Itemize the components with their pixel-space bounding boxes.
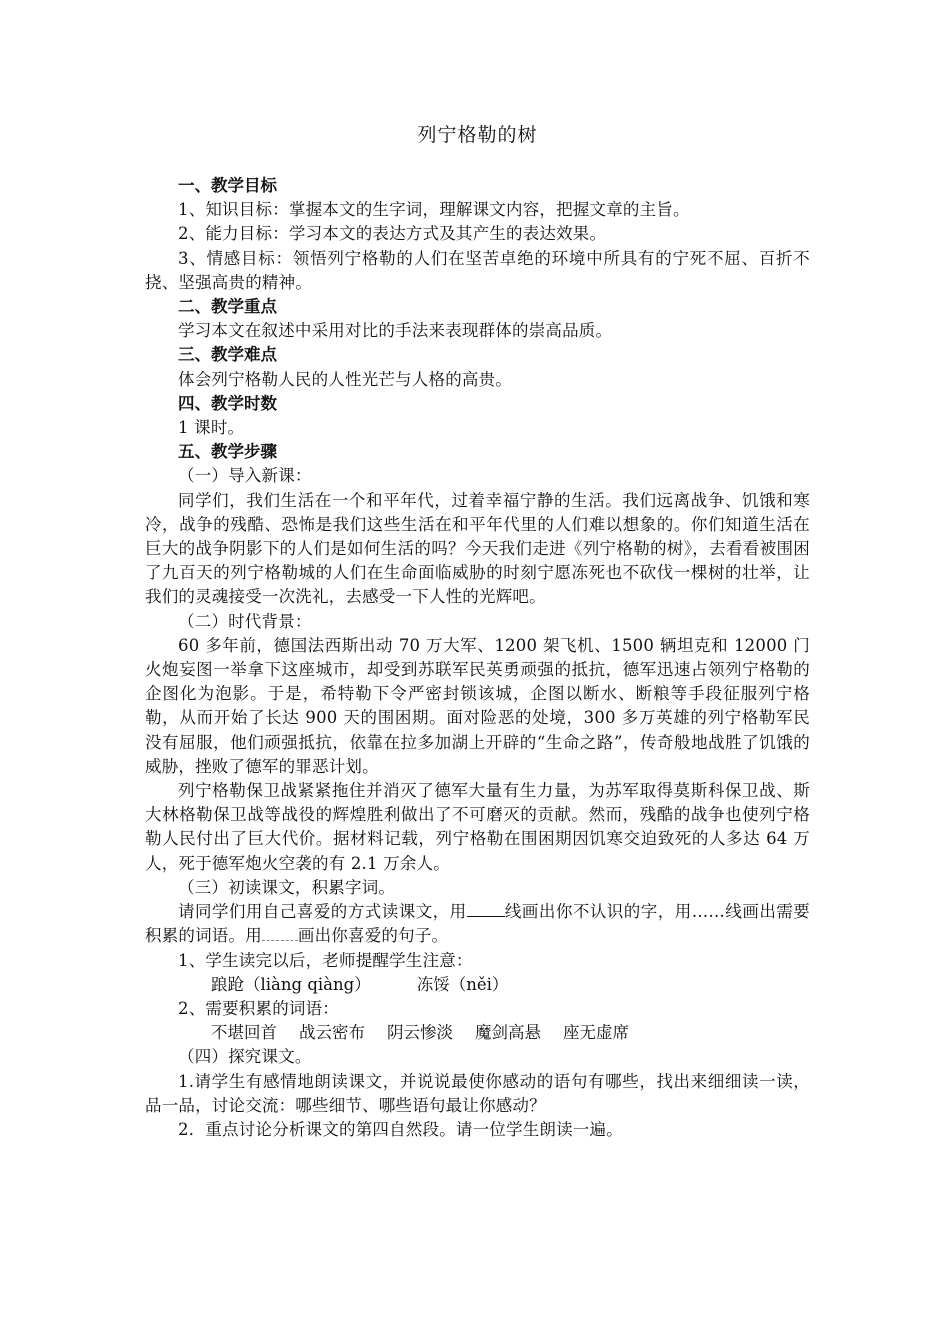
vocab-item: 魔剑高悬 — [475, 1023, 541, 1043]
pronunciation-word-2: 冻馁（něi） — [416, 974, 509, 994]
vocab-item: 战云密布 — [299, 1023, 365, 1043]
section-heading-steps: 五、教学步骤 — [178, 442, 277, 462]
step3-instr-c: 画出你喜爱的句子。 — [297, 926, 449, 946]
wavy-underline-blank — [262, 926, 298, 941]
step2-label: （二）时代背景： — [178, 611, 312, 631]
objective-knowledge: 1、知识目标：掌握本文的生字词，理解课文内容，把握文章的主旨。 — [178, 200, 690, 220]
section-heading-difficulties: 三、教学难点 — [178, 345, 277, 365]
difficulties-text: 体会列宁格勒人民的人性光芒与人格的高贵。 — [178, 369, 512, 389]
step3-instructions — [145, 900, 810, 948]
document-body — [145, 174, 810, 1142]
step2-para2: 列宁格勒保卫战紧紧拖住并消灭了德军大量有生力量，为苏军取得莫斯科保卫战、斯大林格勒保卫战等战役的辉煌胜利做出了不可磨灭的贡献。然而，残酷的战争也使列宁格勒人民付出了巨大代价。据材料记载，列宁格勒在围困期因饥寒交迫致死的人多达 64 万人，死于德军炮火空袭的有 2.1 万余人。 — [145, 781, 810, 873]
underline-blank — [467, 902, 505, 917]
hours-text: 1 课时。 — [178, 418, 245, 438]
step3-note1: 1、学生读完以后，老师提醒学生注意： — [178, 950, 473, 970]
section-heading-objectives: 一、教学目标 — [178, 176, 277, 195]
step3-instr-b: 线画出你不认识的字，用……线画出需要积累的词语。用 — [145, 902, 810, 946]
objective-emotion: 3、情感目标：领悟列宁格勒的人们在坚苦卓绝的环境中所具有的宁死不屈、百折不挠、坚强高贵的精神。 — [145, 248, 810, 292]
pronunciation-word-1: 踉跄（liàng qiàng） — [211, 974, 371, 994]
section-heading-hours: 四、教学时数 — [178, 393, 277, 413]
vocab-item: 座无虚席 — [563, 1023, 629, 1043]
step1-text: 同学们，我们生活在一个和平年代，过着幸福宁静的生活。我们远离战争、饥饿和寒冷，战争的残酷、恐怖是我们这些生活在和平年代里的人们难以想象的。你们知道生活在巨大的战争阴影下的人们是如何生活的吗？今天我们走进《列宁格勒的树》，去看看被围困了九百天的列宁格勒城的人们在生命面临威胁的时刻宁愿冻死也不砍伐一棵树的壮举，让我们的灵魂接受一次洗礼，去感受一下人性的光辉吧。 — [145, 490, 810, 607]
step4-q1: 1.请学生有感情地朗读课文，并说说最使你感动的语句有哪些，找出来细细读一读，品一品，讨论交流：哪些细节、哪些语句最让你感动？ — [145, 1071, 810, 1115]
step4-q2: 2．重点讨论分析课文的第四自然段。请一位学生朗读一遍。 — [178, 1119, 623, 1139]
vocab-item: 阴云惨淡 — [387, 1023, 453, 1043]
vocab-list — [145, 1021, 810, 1045]
pronunciation-list — [145, 973, 810, 997]
step3-instr-a: 请同学们用自己喜爱的方式读课文，用 — [178, 902, 467, 922]
step4-label: （四）探究课文。 — [178, 1047, 312, 1067]
step3-label: （三）初读课文，积累字词。 — [178, 877, 396, 897]
step2-para1: 60 多年前，德国法西斯出动 70 万大军、1200 架飞机、1500 辆坦克和 12000 门火炮妄图一举拿下这座城市，却受到苏联军民英勇顽强的抵抗，德军迅速占领列宁格勒的企图化为泡影。于是，希特勒下令严密封锁该城，企图以断水、断粮等手段征服列宁格勒，从而开始了长达 900 天的围困期。面对险恶的处境，300 多万英雄的列宁格勒军民没有屈服，他们顽强抵抗，依靠在拉多加湖上开辟的“生命之路”，传奇般地战胜了饥饿的威胁，挫败了德军的罪恶计划。 — [145, 635, 810, 776]
vocab-item: 不堪回首 — [211, 1023, 277, 1043]
section-heading-key-points: 二、教学重点 — [178, 297, 277, 317]
document-title: 列宁格勒的树 — [417, 124, 538, 146]
key-points-text: 学习本文在叙述中采用对比的手法来表现群体的崇高品质。 — [178, 321, 613, 341]
objective-ability: 2、能力目标：学习本文的表达方式及其产生的表达效果。 — [178, 224, 607, 244]
step3-note2: 2、需要积累的词语： — [178, 998, 339, 1018]
step1-label: （一）导入新课： — [178, 466, 312, 486]
